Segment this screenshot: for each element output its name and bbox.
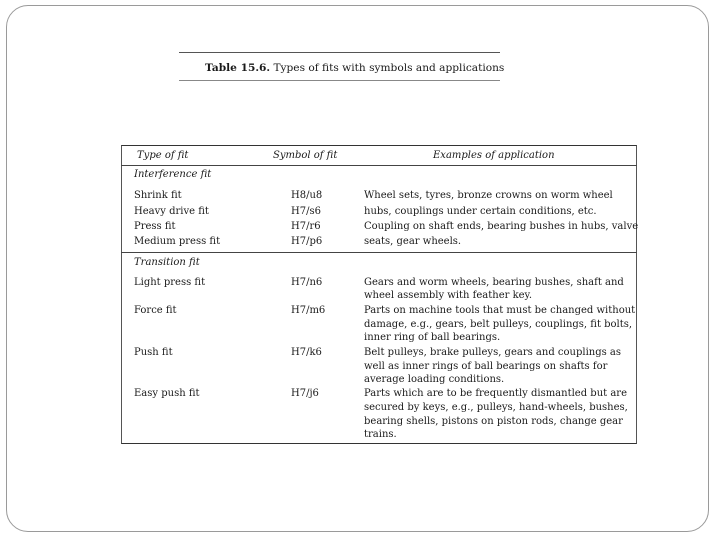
application-line: inner ring of ball bearings. (364, 332, 501, 343)
application-line: Gears and worm wheels, bearing bushes, shaft and (364, 277, 624, 288)
caption-text: Types of fits with symbols and applications (273, 62, 505, 74)
header-symbol: Symbol of fit (273, 150, 338, 161)
row-symbol: H7/m6 (291, 305, 326, 316)
caption-top-rule (179, 52, 500, 53)
row-symbol: H7/k6 (291, 347, 322, 358)
application-line: hubs, couplings under certain conditions, etc. (364, 206, 597, 217)
section-rule (121, 252, 637, 253)
row-type: Force fit (134, 305, 177, 316)
row-type: Heavy drive fit (134, 206, 209, 217)
row-type: Light press fit (134, 277, 206, 288)
row-symbol: H7/s6 (291, 206, 321, 217)
application-line: seats, gear wheels. (364, 236, 462, 247)
table-caption (205, 62, 504, 74)
application-line: Wheel sets, tyres, bronze crowns on worm wheel (364, 190, 613, 201)
row-symbol: H7/p6 (291, 236, 323, 247)
application-line: wheel assembly with feather key. (364, 290, 533, 301)
row-type: Press fit (134, 221, 176, 232)
application-line: trains. (364, 429, 397, 440)
application-line: damage, e.g., gears, belt pulleys, couplings, fit bolts, (364, 319, 633, 330)
row-symbol: H7/r6 (291, 221, 321, 232)
row-type: Push fit (134, 347, 173, 358)
application-line: secured by keys, e.g., pulleys, hand-wheels, bushes, (364, 402, 628, 413)
header-application: Examples of application (433, 150, 555, 161)
header-rule (121, 165, 637, 166)
application-line: Parts on machine tools that must be changed without (364, 305, 636, 316)
application-line: Parts which are to be frequently dismantled but are (364, 388, 627, 399)
row-symbol: H7/n6 (291, 277, 323, 288)
application-line: bearing shells, pistons on piston rods, change gear (364, 416, 623, 427)
section-title-transition: Transition fit (134, 257, 200, 268)
application-line: Coupling on shaft ends, bearing bushes in hubs, valve (364, 221, 639, 232)
row-symbol: H8/u8 (291, 190, 323, 201)
row-type: Medium press fit (134, 236, 221, 247)
application-line: Belt pulleys, brake pulleys, gears and couplings as (364, 347, 622, 358)
row-type: Easy push fit (134, 388, 200, 399)
application-line: well as inner rings of ball bearings on shafts for (364, 361, 608, 372)
caption-bottom-rule (179, 80, 500, 81)
row-type: Shrink fit (134, 190, 182, 201)
application-line: average loading conditions. (364, 374, 505, 385)
section-title-interference: Interference fit (134, 169, 212, 180)
row-symbol: H7/j6 (291, 388, 319, 399)
header-type: Type of fit (137, 150, 189, 161)
caption-label: Table 15.6. (205, 62, 271, 74)
